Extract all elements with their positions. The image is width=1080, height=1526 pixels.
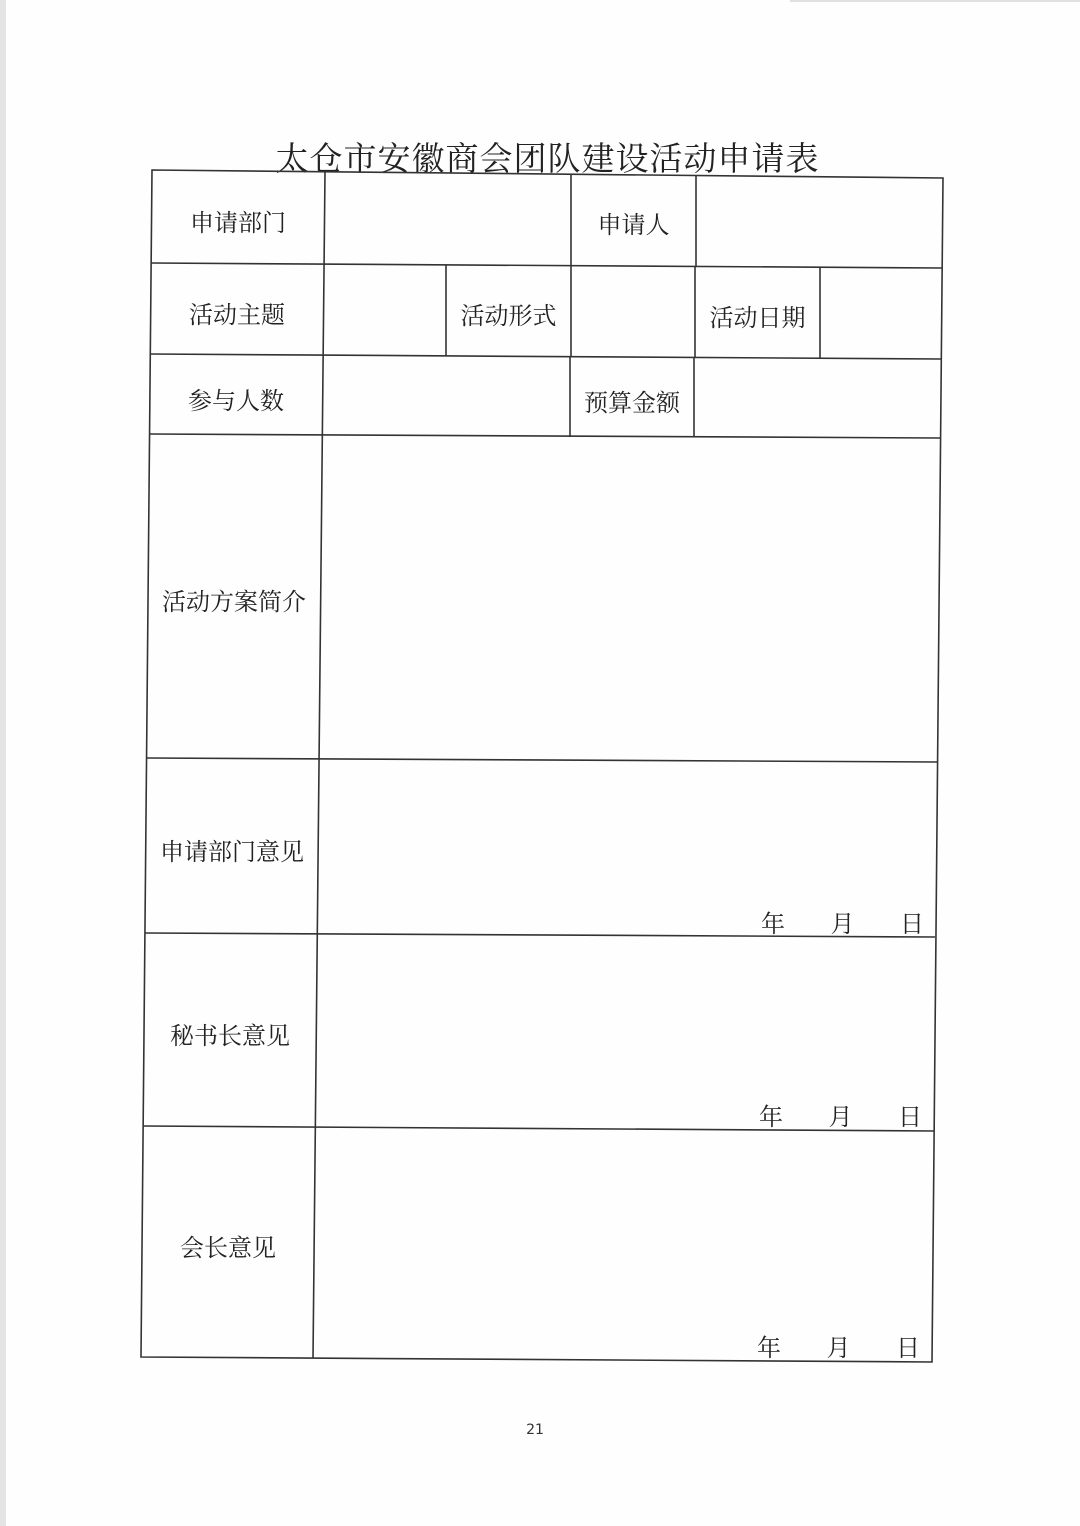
- label-president-opinion: 会长意见: [180, 1233, 276, 1262]
- page-number: 21: [526, 1422, 544, 1438]
- date-line-secretary: [759, 1097, 922, 1132]
- label-secretary-opinion: 秘书长意见: [170, 1021, 290, 1050]
- label-applicant: 申请人: [597, 210, 670, 239]
- label-apply-dept: 申请部门: [190, 208, 286, 237]
- year-label: 年: [761, 910, 785, 938]
- month-label: 月: [830, 910, 855, 938]
- field-applicant[interactable]: [697, 178, 941, 266]
- form-title: 太仓市安徽商会团队建设活动申请表: [275, 139, 820, 178]
- label-dept-opinion: 申请部门意见: [160, 837, 304, 866]
- field-activity-form[interactable]: [572, 268, 694, 356]
- field-participants[interactable]: [325, 358, 569, 436]
- day-label: 日: [900, 910, 924, 938]
- scan-edge-top: [790, 0, 1080, 2]
- scan-edge: [0, 0, 6, 1526]
- date-line-president: [757, 1328, 920, 1363]
- date-line-dept: [761, 904, 924, 939]
- field-plan-intro[interactable]: [322, 440, 937, 758]
- label-activity-form: 活动形式: [460, 301, 557, 330]
- month-label: 月: [828, 1103, 853, 1131]
- field-president-opinion[interactable]: [316, 1132, 930, 1358]
- label-activity-theme: 活动主题: [189, 300, 285, 329]
- label-participants: 参与人数: [188, 386, 284, 415]
- field-activity-date[interactable]: [821, 270, 940, 358]
- day-label: 日: [896, 1334, 920, 1362]
- field-budget[interactable]: [695, 360, 939, 438]
- label-plan-intro: 活动方案简介: [162, 587, 306, 616]
- label-activity-date: 活动日期: [709, 303, 806, 332]
- field-activity-theme[interactable]: [326, 267, 445, 355]
- day-label: 日: [898, 1103, 922, 1131]
- year-label: 年: [757, 1334, 781, 1362]
- field-apply-dept[interactable]: [326, 176, 570, 264]
- year-label: 年: [759, 1103, 783, 1131]
- month-label: 月: [826, 1334, 851, 1362]
- label-budget: 预算金额: [584, 388, 680, 417]
